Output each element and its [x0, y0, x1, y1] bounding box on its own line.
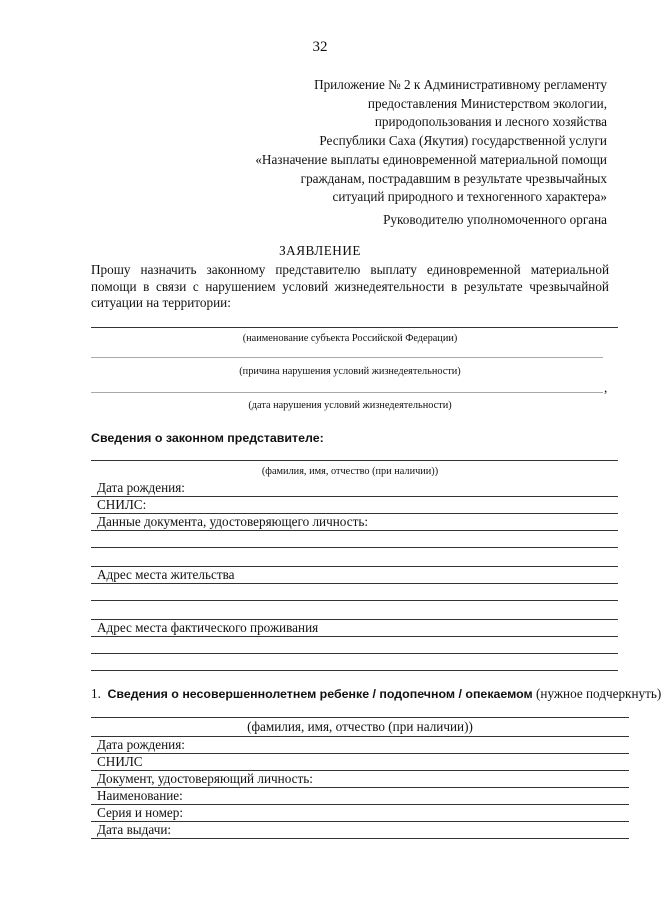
request-line: помощи в связи с нарушением условий жизнедеятельности в результате чрезвычайной	[91, 278, 609, 294]
rep-snils-label: СНИЛС:	[97, 497, 147, 512]
appendix-line: природопользования и лесного хозяйства	[374, 114, 607, 130]
addressee: Руководителю уполномоченного органа	[383, 212, 607, 227]
reason-field-line[interactable]	[91, 357, 603, 358]
subject-field-line[interactable]	[91, 327, 618, 328]
rep-id-doc-label: Данные документа, удостоверяющего личность:	[97, 514, 369, 529]
request-line: ситуации на территории:	[91, 295, 231, 310]
request-line: Прошу назначить законному представителю выплату единовременной материальной	[91, 262, 609, 277]
date-caption: (дата нарушения условий жизнедеятельности)	[248, 400, 452, 411]
comma: ,	[604, 380, 608, 395]
appendix-line: «Назначение выплаты единовременной материальной помощи	[255, 151, 607, 167]
appendix-header	[255, 76, 607, 207]
rep-actual-residence-line-3[interactable]	[91, 670, 618, 671]
rep-fio-caption: (фамилия, имя, отчество (при наличии))	[261, 466, 439, 477]
child-section-title: Сведения о несовершеннолетнем ребенке / подопечном / опекаемом	[107, 687, 533, 701]
page-number: 32	[312, 39, 328, 55]
child-snils-label: СНИЛС	[97, 754, 143, 769]
rep-section-heading: Сведения о законном представителе:	[91, 431, 324, 445]
date-field-line[interactable]	[91, 392, 603, 393]
child-section-note: (нужное подчеркнуть)	[536, 686, 661, 701]
appendix-line: предоставления Министерством экологии,	[367, 95, 607, 111]
rep-actual-residence-label: Адрес места фактического проживания	[97, 620, 319, 635]
rep-id-doc-line[interactable]	[91, 530, 618, 531]
rep-actual-residence-line[interactable]	[91, 636, 618, 637]
child-series-number-line[interactable]	[91, 821, 629, 822]
request-paragraph	[91, 262, 609, 312]
appendix-line: Приложение № 2 к Административному регламенту	[314, 77, 607, 92]
appendix-line: гражданам, пострадавшим в результате чрезвычайных	[300, 170, 607, 186]
rep-actual-residence-line-2[interactable]	[91, 653, 618, 654]
rep-birth-date-label: Дата рождения:	[97, 480, 185, 495]
rep-fio-field-line[interactable]	[91, 460, 618, 461]
child-fio-caption: (фамилия, имя, отчество (при наличии))	[247, 719, 473, 734]
document-title: ЗАЯВЛЕНИЕ	[279, 243, 361, 258]
rep-residence-label: Адрес места жительства	[97, 567, 235, 582]
child-birth-date-label: Дата рождения:	[97, 737, 185, 752]
appendix-line: Республики Саха (Якутия) государственной услуги	[319, 133, 607, 149]
child-issue-date-label: Дата выдачи:	[97, 822, 172, 837]
child-birth-date-line[interactable]	[91, 753, 629, 754]
reason-caption: (причина нарушения условий жизнедеятельности)	[239, 366, 461, 377]
rep-birth-date-line[interactable]	[91, 496, 618, 497]
rep-residence-line-2[interactable]	[91, 600, 618, 601]
child-doc-name-label: Наименование:	[97, 788, 183, 803]
child-series-number-label: Серия и номер:	[97, 805, 184, 820]
child-fio-field-line[interactable]	[91, 717, 629, 718]
subject-caption: (наименование субъекта Российской Федерации)	[242, 333, 458, 344]
child-section-number: 1.	[91, 686, 101, 701]
child-section-heading	[91, 686, 661, 702]
rep-id-doc-line-2[interactable]	[91, 547, 618, 548]
child-id-doc-label: Документ, удостоверяющий личность:	[97, 771, 313, 786]
appendix-line: ситуаций природного и техногенного характера»	[332, 189, 607, 205]
child-issue-date-line[interactable]	[91, 838, 629, 839]
rep-residence-line[interactable]	[91, 583, 618, 584]
